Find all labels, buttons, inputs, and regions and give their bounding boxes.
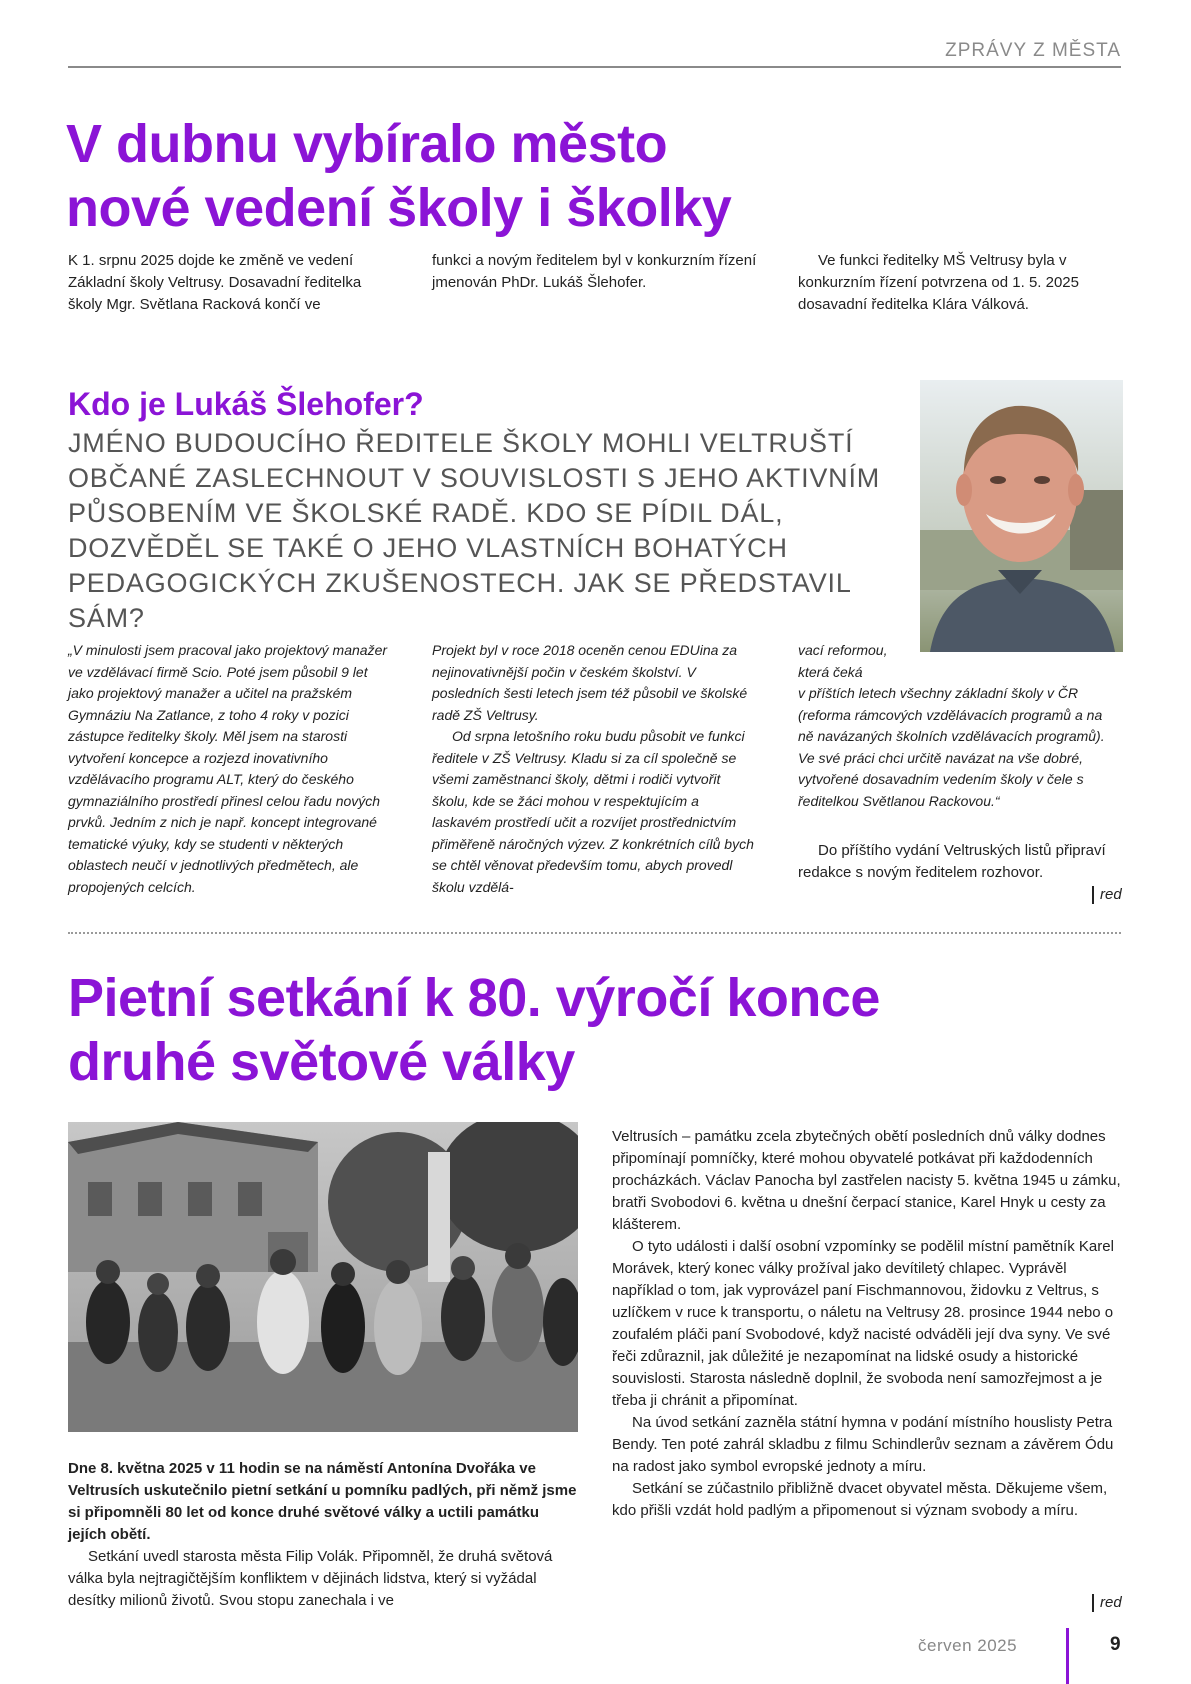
article2-right-para3: Na úvod setkání zazněla státní hymna v podání místního houslisty Petra Bendy. Ten poté zahrál skladbu z filmu Schindlerův seznam a závěrem Ódu na radost jako symbol evropské jednoty a míru.: [612, 1414, 1114, 1475]
footer-divider: [1066, 1628, 1069, 1684]
footer-issue-date: červen 2025: [918, 1636, 1018, 1655]
quote-col3: [798, 640, 1108, 812]
article1-headline-line2: nové vedení školy i školky: [66, 178, 732, 238]
article1-intro-col3-text: Ve funkci ředitelky MŠ Veltrusy byla v konkurzním řízení potvrzena od 1. 5. 2025 dosavadní ředitelka Klára Válková.: [798, 252, 1079, 313]
footer-page-number: 9: [1110, 1634, 1121, 1655]
article1-headline: [66, 112, 1126, 240]
article1-intro-col1: K 1. srpnu 2025 dojde ke změně ve vedení Základní školy Veltrusy. Dosavadní ředitelka školy Mgr. Světlana Racková končí ve: [68, 252, 362, 313]
article2-left-para: Setkání uvedl starosta města Filip Volák. Připomněl, že druhá světová válka byla nejtragičtějším konfliktem v dějinách lidstva, který si vyžádal desítky milionů životů. Svou stopu zanechala i ve: [68, 1548, 553, 1609]
article2-right-column: [612, 1126, 1124, 1522]
quote-col3-para1: vací reformou, která čeká: [798, 642, 888, 680]
quote-col2-para1: Projekt byl v roce 2018 oceněn cenou EDUina za nejinovativnější počin v českém školství. V posledních šesti letech jsem též působil ve školské radě ZŠ Veltrusy.: [432, 642, 748, 723]
article1-headline-line1: V dubnu vybíralo město: [66, 114, 668, 174]
article1-closing: [798, 840, 1118, 884]
article2-signature: red: [1092, 1594, 1122, 1612]
article1-closing-text: Do příštího vydání Veltruských listů připraví redakce s novým ředitelem rozhovor.: [798, 842, 1106, 881]
article2-lead: Dne 8. května 2025 v 11 hodin se na náměstí Antonína Dvořáka ve Veltrusích uskutečnilo pietní setkání u pomníku padlých, při němž jsme si připomněli 80 let od konce druhé světové války a uctili památku jejích obětí.: [68, 1460, 577, 1543]
article1-intro-col2: funkci a novým ředitelem byl v konkurzním řízení jmenován PhDr. Lukáš Šlehofer.: [432, 252, 757, 291]
section-label: ZPRÁVY Z MĚSTA: [945, 40, 1121, 61]
article1-signature: red: [1092, 886, 1122, 904]
article2-headline-line2: druhé světové války: [68, 1032, 575, 1092]
article-separator: [68, 932, 1121, 934]
quote-col2-para2: Od srpna letošního roku budu působit ve funkci ředitele v ZŠ Veltrusy. Kladu si za cíl společně se všemi zaměstnanci školy, dětmi i rodiči vytvořit školu, kde se žáci mohou v respektujícím a laskavém prostředí učit a rozvíjet prostřednictvím přiměřeně náročných výzev. Z konkrétních cílů bych se chtěl věnovat především tomu, abych provedl školu vzdělá-: [432, 728, 754, 895]
article1-lead: JMÉNO BUDOUCÍHO ŘEDITELE ŠKOLY MOHLI VELTRUŠTÍ OBČANÉ ZASLECHNOUT V SOUVISLOSTI S JEHO AKTIVNÍM PŮSOBENÍM VE ŠKOLSKÉ RADĚ. KDO SE PÍDIL DÁL, DOZVĚDĚL SE TAKÉ O JEHO VLASTNÍCH BOHATÝCH PEDAGOGICKÝCH ZKUŠENOSTECH. JAK SE PŘEDSTAVIL SÁM?: [68, 428, 881, 633]
article1-subhead: Kdo je Lukáš Šlehofer?: [68, 386, 424, 422]
article2-right-para1: Veltrusích – památku zcela zbytečných obětí posledních dnů války dodnes připomínají pomníčky, které mohou obyvatelé potkávat při každodenních procházkách. Václav Panocha byl zastřelen nacisty 5. května 1945 u zámku, bratři Svobodovi 6. května u dnešní čerpací stanice, Karel Hnyk u cesty za klášterem.: [612, 1128, 1121, 1233]
header-rule: [68, 66, 1121, 68]
quote-col2: [432, 640, 757, 898]
memorial-illustration: [68, 1122, 578, 1432]
portrait-photo: [920, 380, 1123, 652]
memorial-photo: [68, 1122, 578, 1432]
portrait-illustration: [920, 380, 1123, 652]
article1-intro-col3: [798, 250, 1088, 316]
article2-right-para2: O tyto události i další osobní vzpomínky se podělil místní pamětník Karel Morávek, který konec války prožíval jako devítiletý chlapec. Vyprávěl například o tom, jak vyprovázel paní Fischmannovou, židovku z Veltrus, s uzlíčkem v ruce k transportu, o náletu na Veltrusy 28. prosince 1944 nebo o zoufalém pláči paní Svobodové, když nacisté odváděli její dva syny. Ve své řeči zdůraznil, jak důležité je nezapomínat na lidské osudy a historické souvislosti. Starosta následně doplnil, že svoboda není samozřejmost a je třeba ji chránit a připomínat.: [612, 1238, 1114, 1409]
article2-headline-line1: Pietní setkání k 80. výročí konce: [68, 968, 880, 1028]
article2-headline: [68, 966, 1128, 1094]
article2-left-column: [68, 1546, 578, 1612]
article2-right-para4: Setkání se zúčastnilo přibližně dvacet obyvatel města. Děkujeme všem, kdo přišli vzdát hold padlým a připomenout si význam svobody a míru.: [612, 1480, 1108, 1519]
quote-col1: „V minulosti jsem pracoval jako projektový manažer ve vzdělávací firmě Scio. Poté jsem působil 9 let jako projektový manažer a učitel na pražském Gymnáziu Na Zatlance, z toho 4 roky v pozici zástupce ředitelky školy. Měl jsem na starosti vytvoření koncepce a rozjezd inovativního vzdělávacího programu ALT, který do českého gymnaziálního prostředí přinesl celou řadu nových prvků. Jedním z nich je např. koncept integrované tematické výuky, kdy se studenti v některých oblastech neučí v jednotlivých předmětech, ale propojených celcích.: [68, 642, 388, 895]
quote-col3-para2: v příštích letech všechny základní školy v ČR (reforma rámcových vzdělávacích programů a na ně navázaných školních vzdělávacích programů). Ve své práci chci určitě navázat na vše dobré, vytvořené dosavadním vedením školy v čele s ředitelkou Světlanou Rackovou.“: [798, 685, 1105, 809]
